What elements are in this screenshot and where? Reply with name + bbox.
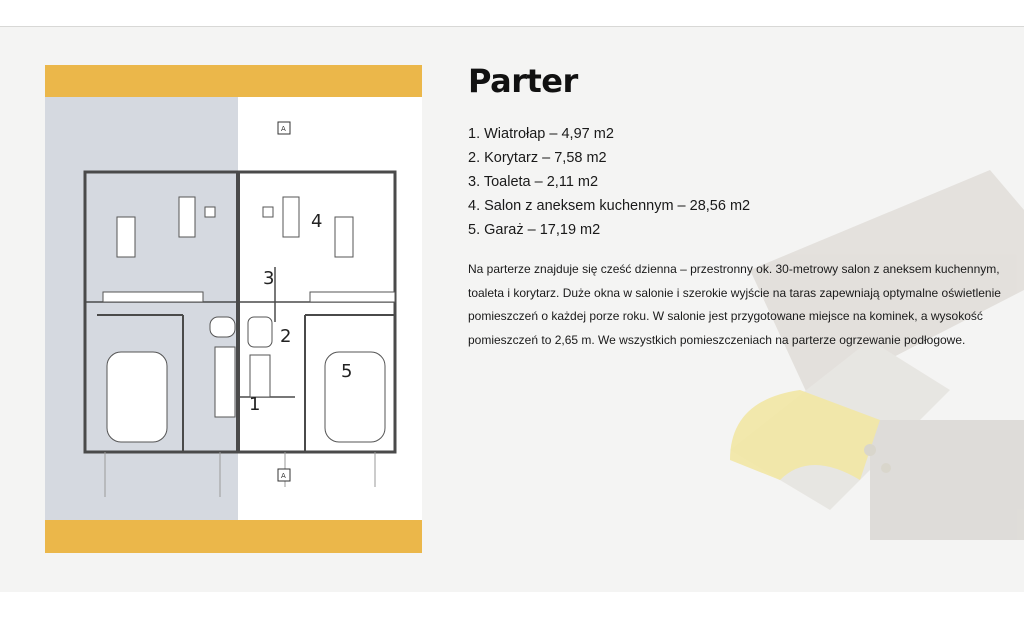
- room-number-5: 5: [341, 361, 353, 382]
- neighbor-unit-shade: [45, 97, 238, 520]
- section-title: Parter: [468, 62, 578, 100]
- section-mark-bottom: A: [281, 472, 286, 480]
- room-item-1: 1. Wiatrołap – 4,97 m2: [468, 126, 614, 142]
- section-mark-top: A: [281, 125, 286, 133]
- room-item-5: 5. Garaż – 17,19 m2: [468, 222, 601, 238]
- room-item-2: 2. Korytarz – 7,58 m2: [468, 150, 607, 166]
- room-number-4: 4: [311, 211, 323, 232]
- bottom-strip: [0, 592, 1024, 618]
- accent-band-bottom: [45, 520, 422, 553]
- room-number-1: 1: [249, 394, 261, 415]
- room-item-3: 3. Toaleta – 2,11 m2: [468, 174, 599, 190]
- accent-band-top: [45, 65, 422, 97]
- room-number-3: 3: [263, 268, 275, 289]
- floor-plan-image: [45, 65, 422, 553]
- floor-description: Na parterze znajduje się cześć dzienna – przestronny ok. 30-metrowy salon z aneksem kuchennym, toaleta i korytarz. Duże okna w salonie i szerokie wyjście na taras zapewniają optymalne oświetlenie pomieszczeń o każdej porze roku. W salonie jest przygotowane miejsce na kominek, a wysokość pomieszczeń to 2,65 m. We wszystkich pomieszczeniach na parterze ogrzewanie podłogowe.: [468, 262, 1001, 347]
- floor-plan-drawing: [45, 97, 422, 520]
- room-list: [468, 122, 750, 242]
- room-number-2: 2: [280, 326, 292, 347]
- top-bar: [0, 0, 1024, 27]
- room-item-4: 4. Salon z aneksem kuchennym – 28,56 m2: [468, 198, 751, 214]
